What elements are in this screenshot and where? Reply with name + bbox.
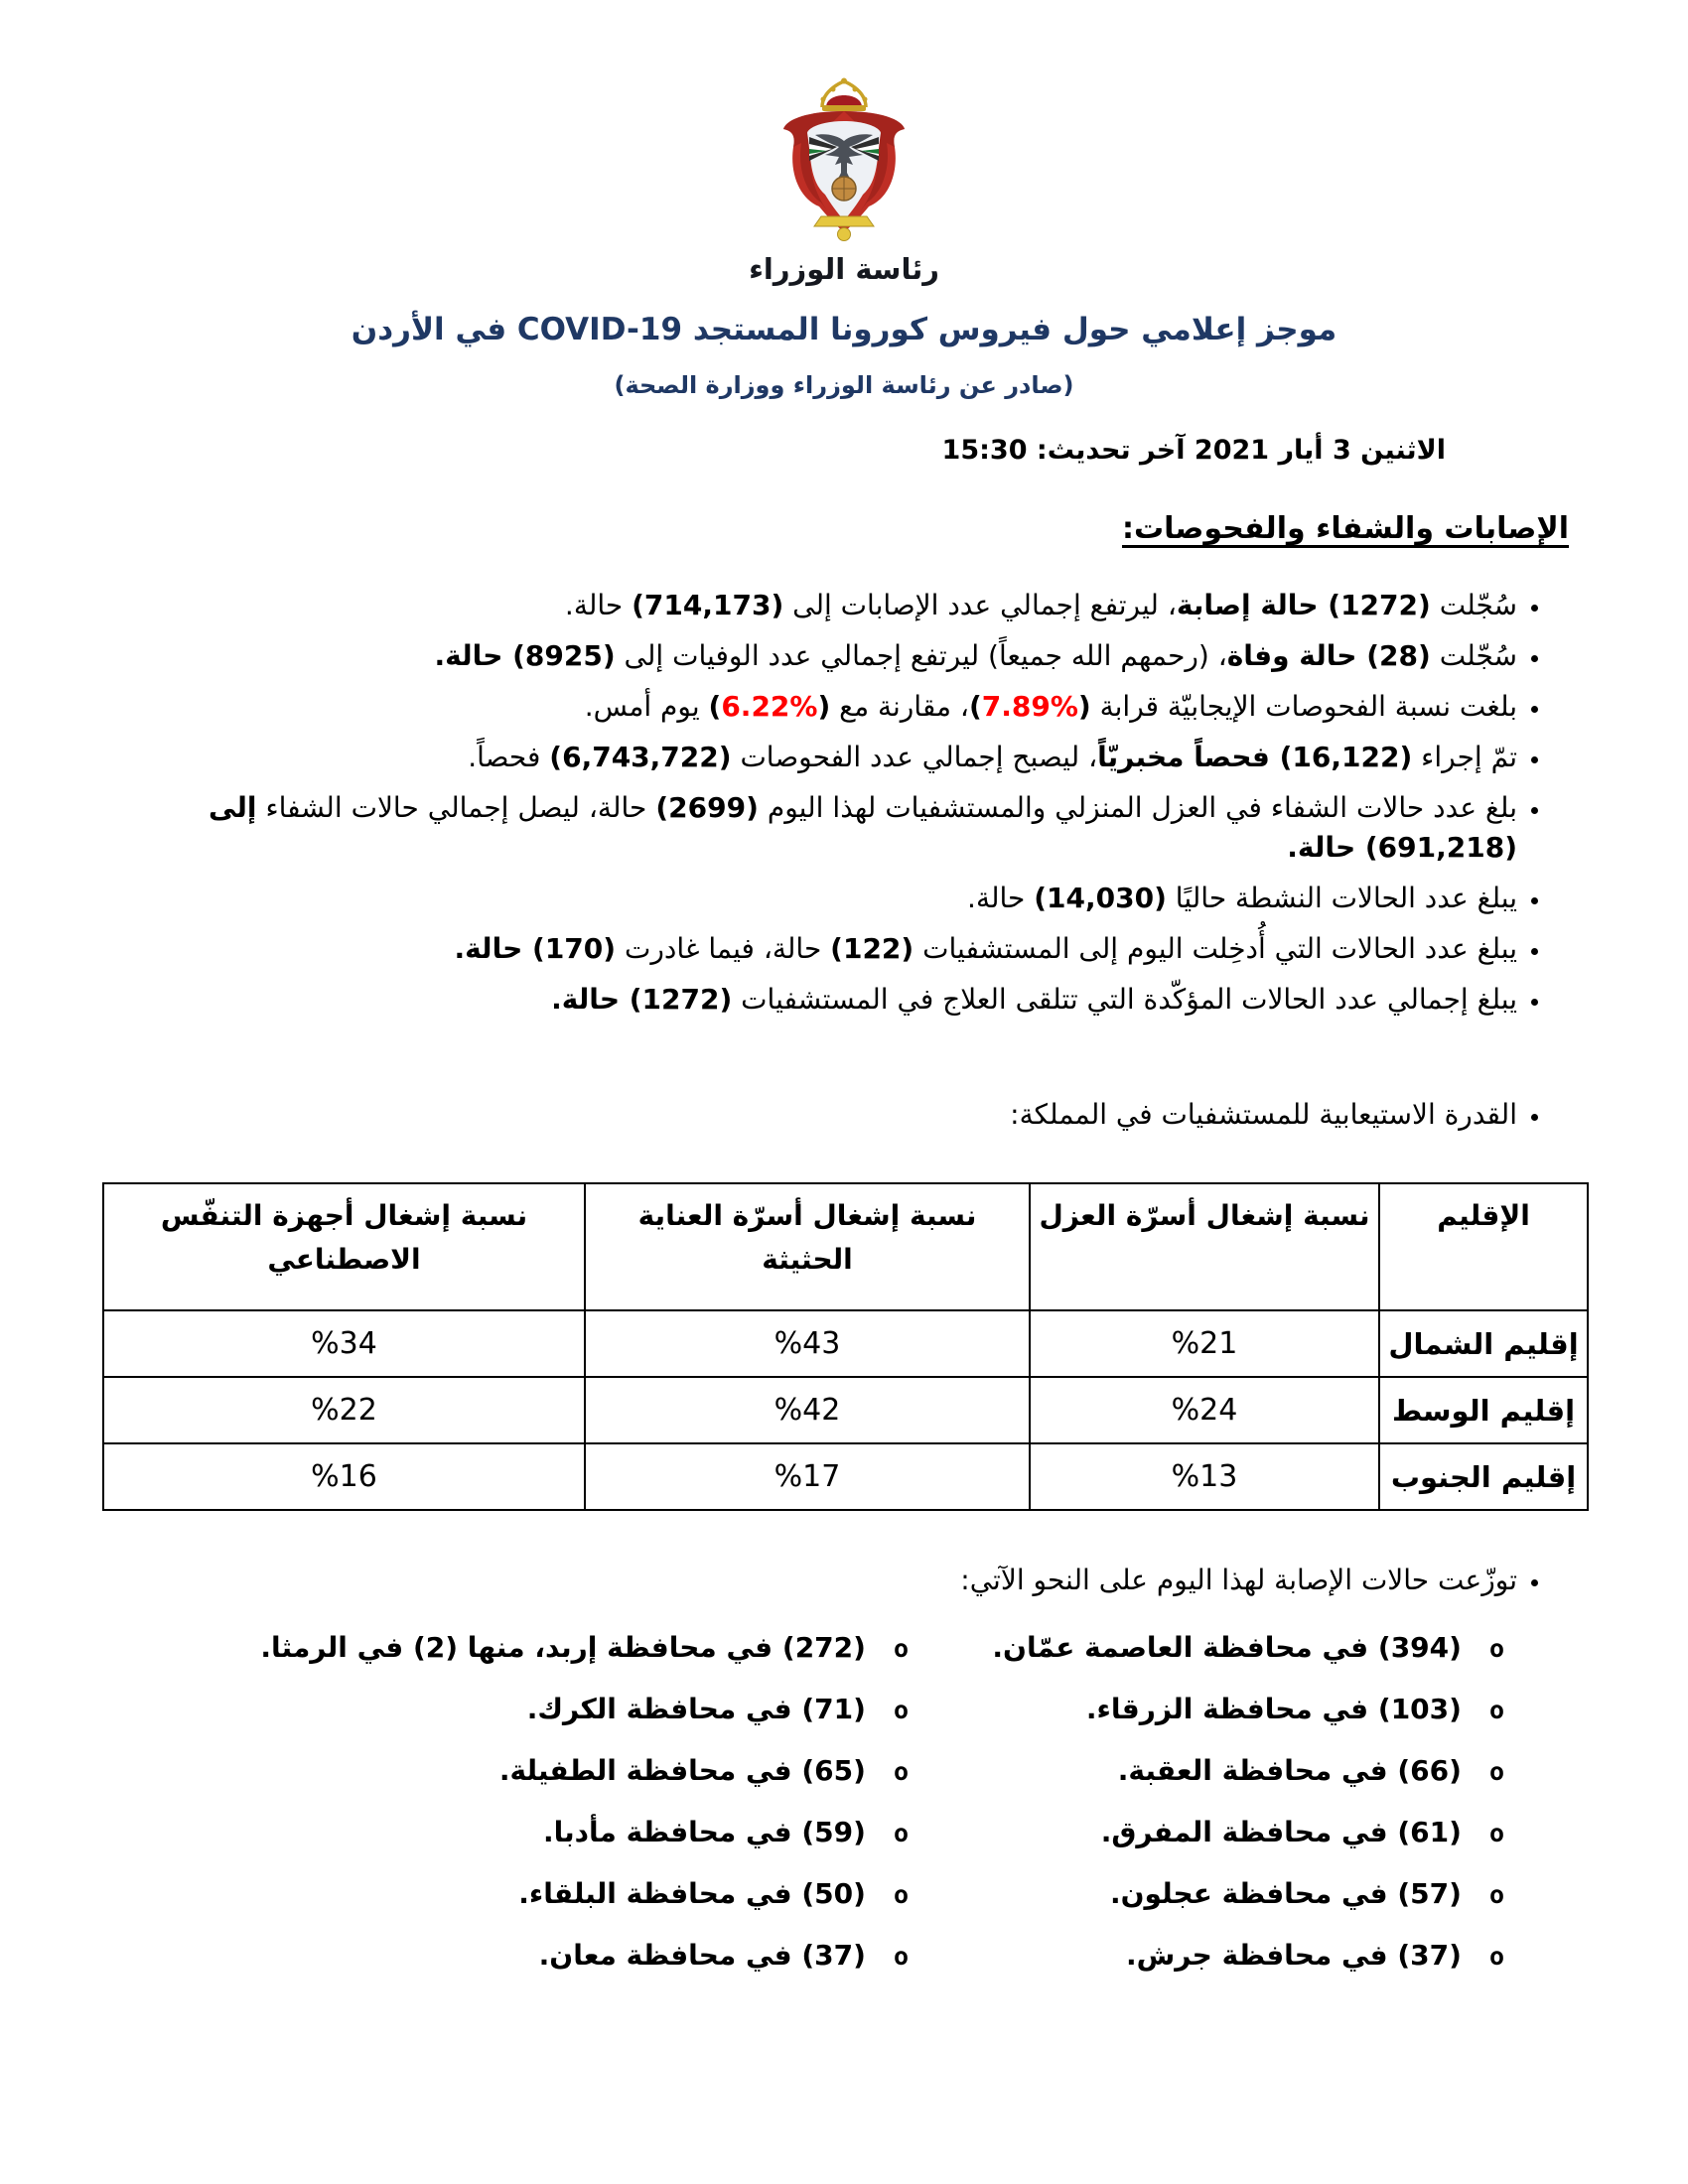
stats-bullet-list: [0, 586, 1688, 1020]
circle-bullet-marker: o: [1488, 1942, 1504, 1971]
capacity-intro: • القدرة الاستيعابية للمستشفيات في المملكة:: [209, 1095, 1517, 1135]
crown-icon: [820, 78, 867, 112]
column-header-isolation-beds: نسبة إشغال أسرّة العزل: [1030, 1183, 1379, 1310]
governorate-distribution: [0, 1628, 1688, 1997]
distribution-item-balqa: o (50) في محافظة البلقاء.: [518, 1877, 909, 1910]
jordan-coat-of-arms-logo: [0, 77, 1688, 286]
icu-beds-occupancy: %42: [585, 1377, 1030, 1443]
circle-bullet-marker: o: [893, 1696, 909, 1724]
distribution-item-amman: o (394) في محافظة العاصمة عمّان.: [992, 1631, 1504, 1664]
document-header: [0, 0, 1688, 546]
circle-bullet-marker: o: [893, 1942, 909, 1971]
distribution-column-right: [909, 1628, 1504, 1997]
circle-bullet-marker: o: [1488, 1634, 1504, 1663]
column-header-icu-beds: نسبة إشغال أسرّة العناية الحثيثة: [585, 1183, 1030, 1310]
date-line: الاثنين 3 أيار 2021 آخر تحديث: 15:30: [941, 435, 1446, 466]
region-name: إقليم الشمال: [1379, 1310, 1588, 1377]
table-row-south: [103, 1443, 1588, 1510]
distribution-item-jerash: o (37) في محافظة جرش.: [1125, 1939, 1504, 1972]
logo-caption: رئاسة الوزراء: [749, 252, 939, 286]
distribution-item-zarqa: o (103) في محافظة الزرقاء.: [1085, 1693, 1504, 1725]
isolation-beds-occupancy: %13: [1030, 1443, 1379, 1510]
capacity-intro-list: [0, 1095, 1688, 1135]
distribution-intro-list: [0, 1561, 1688, 1600]
stat-bullet-hospital-admissions: • يبلغ عدد الحالات التي أُدخِلت اليوم إلى المستشفيات (122) حالة، فيما غادرت (170) حالة.: [209, 929, 1517, 969]
ventilators-occupancy: %34: [103, 1310, 585, 1377]
circle-bullet-marker: o: [1488, 1757, 1504, 1786]
icu-beds-occupancy: %43: [585, 1310, 1030, 1377]
distribution-item-irbid: o (272) في محافظة إربد، منها (2) في الرمثا.: [260, 1631, 909, 1664]
distribution-item-ajloun: o (57) في محافظة عجلون.: [1110, 1877, 1504, 1910]
stat-bullet-deaths: • سُجّلت (28) حالة وفاة، (رحمهم الله جميعاً) ليرتفع إجمالي عدد الوفيات إلى (8925) حالة.: [209, 636, 1517, 676]
document-subtitle: (صادر عن رئاسة الوزراء ووزارة الصحة): [614, 371, 1074, 399]
stat-bullet-lab-tests: • تمّ إجراء (16,122) فحصاً مخبريّاً، ليصبح إجمالي عدد الفحوصات (6,743,722) فحصاً.: [209, 738, 1517, 777]
distribution-item-maan: o (37) في محافظة معان.: [538, 1939, 909, 1972]
distribution-item-karak: o (71) في محافظة الكرك.: [526, 1693, 909, 1725]
coat-of-arms-graphic: [738, 77, 951, 246]
table-header-row: [103, 1183, 1588, 1310]
stat-bullet-active-cases: • يبلغ عدد الحالات النشطة حاليًا (14,030) حالة.: [209, 879, 1517, 918]
column-header-ventilators: نسبة إشغال أجهزة التنفّس الاصطناعي: [103, 1183, 585, 1310]
stat-bullet-recoveries: • بلغ عدد حالات الشفاء في العزل المنزلي والمستشفيات لهذا اليوم (2699) حالة، ليصل إجمالي حالات الشفاء إلى (691,218) حالة.: [209, 788, 1517, 868]
ventilators-occupancy: %22: [103, 1377, 585, 1443]
document-title: موجز إعلامي حول فيروس كورونا المستجد COVID-19 في الأردن: [351, 312, 1337, 347]
region-name: إقليم الوسط: [1379, 1377, 1588, 1443]
stat-bullet-positivity-rate: • بلغت نسبة الفحوصات الإيجابيّة قرابة (%7.89)، مقارنة مع (%6.22) يوم أمس.: [209, 687, 1517, 727]
ribbon-icon: [814, 216, 874, 226]
distribution-item-tafilah: o (65) في محافظة الطفيلة.: [498, 1754, 909, 1787]
table-row-central: [103, 1377, 1588, 1443]
stat-bullet-hospitalized-confirmed: • يبلغ إجمالي عدد الحالات المؤكّدة التي تتلقى العلاج في المستشفيات (1272) حالة.: [209, 980, 1517, 1020]
isolation-beds-occupancy: %24: [1030, 1377, 1379, 1443]
icu-beds-occupancy: %17: [585, 1443, 1030, 1510]
circle-bullet-marker: o: [1488, 1880, 1504, 1909]
circle-bullet-marker: o: [893, 1757, 909, 1786]
table-row-north: [103, 1310, 1588, 1377]
medal-icon: [837, 228, 850, 241]
distribution-item-aqaba: o (66) في محافظة العقبة.: [1117, 1754, 1504, 1787]
circle-bullet-marker: o: [893, 1819, 909, 1847]
circle-bullet-marker: o: [1488, 1819, 1504, 1847]
circle-bullet-marker: o: [893, 1880, 909, 1909]
distribution-item-madaba: o (59) في محافظة مأدبا.: [542, 1816, 909, 1848]
distribution-intro: • توزّعت حالات الإصابة لهذا اليوم على النحو الآتي:: [209, 1561, 1517, 1600]
stat-bullet-new-cases: • سُجّلت (1272) حالة إصابة، ليرتفع إجمالي عدد الإصابات إلى (714,173) حالة.: [209, 586, 1517, 625]
ventilators-occupancy: %16: [103, 1443, 585, 1510]
section-heading: الإصابات والشفاء والفحوصات:: [1122, 511, 1569, 546]
circle-bullet-marker: o: [1488, 1696, 1504, 1724]
circle-bullet-marker: o: [893, 1634, 909, 1663]
hospital-capacity-table: [102, 1182, 1589, 1511]
column-header-region: الإقليم: [1379, 1183, 1588, 1310]
distribution-column-left: [60, 1628, 909, 1997]
isolation-beds-occupancy: %21: [1030, 1310, 1379, 1377]
distribution-item-mafraq: o (61) في محافظة المفرق.: [1100, 1816, 1504, 1848]
region-name: إقليم الجنوب: [1379, 1443, 1588, 1510]
